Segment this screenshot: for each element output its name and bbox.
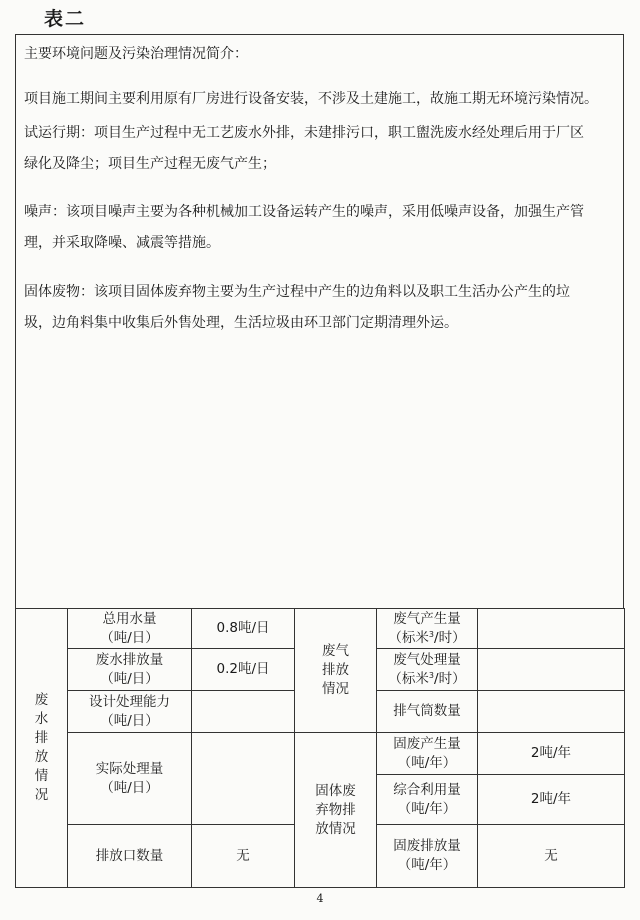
summary-box — [15, 34, 624, 608]
emissions-table — [15, 608, 625, 888]
gas-label-treated: 废气处理量 （标米$^3$/时） — [377, 649, 478, 691]
ww-value-discharge: 0.2吨/日 — [192, 649, 295, 691]
noise-line-1: 噪声：该项目噪声主要为各种机械加工设备运转产生的噪声，采用低噪声设备，加强生产管 — [24, 204, 584, 220]
ww-value-design-capacity — [192, 691, 295, 733]
trial-line-1: 试运行期：项目生产过程中无工艺废水外排，未建排污口，职工盥洗废水经处理后用于厂区 — [24, 125, 584, 141]
solid-header: 固体废 弃物排 放情况 — [295, 733, 377, 888]
solid-value-discharged: 无 — [478, 825, 625, 888]
noise-line-2: 理，并采取降噪、减震等措施。 — [24, 235, 220, 251]
ww-label-discharge: 废水排放量 （吨/日） — [68, 649, 192, 691]
gas-value-generated — [478, 609, 625, 649]
noise-paragraph — [24, 197, 617, 259]
gas-label-generated: 废气产生量 （标米$^3$/时） — [377, 609, 478, 649]
ww-label-total-water: 总用水量 （吨/日） — [68, 609, 192, 649]
solid-label-discharged: 固废排放量 （吨/年） — [377, 825, 478, 888]
ww-value-outlets: 无 — [192, 825, 295, 888]
construction-paragraph — [24, 84, 617, 115]
construction-text: 项目施工期间主要利用原有厂房进行设备安装，不涉及土建施工，故施工期无环境污染情况。 — [24, 91, 598, 107]
ww-label-actual: 实际处理量 （吨/日） — [68, 733, 192, 825]
gas-value-treated — [478, 649, 625, 691]
page-number: 4 — [316, 892, 324, 905]
solid-value-generated: 2吨/年 — [478, 733, 625, 775]
gas-value-stacks — [478, 691, 625, 733]
solid-label-generated: 固废产生量 （吨/年） — [377, 733, 478, 775]
wastewater-header-text: 废水排放情况 — [34, 692, 49, 803]
trial-line-2: 绿化及降尘；项目生产过程无废气产生； — [24, 156, 276, 172]
ww-value-actual — [192, 733, 295, 825]
wastewater-header — [16, 609, 68, 888]
solid-label-reused: 综合利用量 （吨/年） — [377, 775, 478, 825]
page-title: 表二 — [44, 8, 87, 30]
summary-heading: 主要环境问题及污染治理情况简介： — [24, 46, 248, 62]
gas-label-stacks: 排气筒数量 — [377, 691, 478, 733]
ww-value-total-water: 0.8吨/日 — [192, 609, 295, 649]
ww-label-design-capacity: 设计处理能力 （吨/日） — [68, 691, 192, 733]
solid-line-2: 圾，边角料集中收集后外售处理，生活垃圾由环卫部门定期清理外运。 — [24, 315, 458, 331]
solid-waste-paragraph — [24, 277, 617, 339]
solid-line-1: 固体废物：该项目固体废弃物主要为生产过程中产生的边角料以及职工生活办公产生的垃 — [24, 284, 570, 300]
trial-paragraph — [24, 118, 617, 180]
ww-label-outlets: 排放口数量 — [68, 825, 192, 888]
gas-header: 废气 排放 情况 — [295, 609, 377, 733]
solid-value-reused: 2吨/年 — [478, 775, 625, 825]
